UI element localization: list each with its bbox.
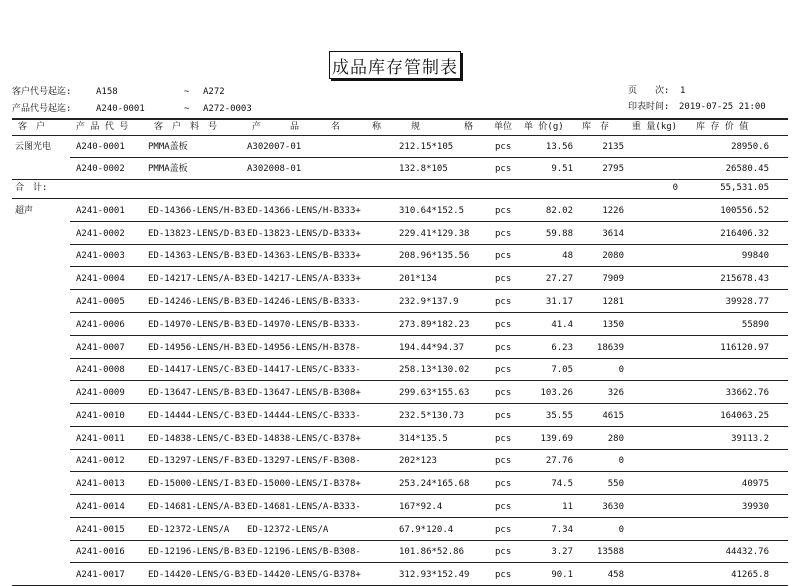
cell-stock: 550 xyxy=(607,479,624,489)
cell-code: A241-0016 xyxy=(76,547,125,557)
cell-price: 35.55 xyxy=(545,411,573,421)
cell-unit: pcs xyxy=(495,411,512,421)
cell-code: A241-0006 xyxy=(76,320,125,330)
col-product-name: 产 xyxy=(252,122,262,132)
cell-stock: 0 xyxy=(618,456,624,466)
col-unit-price: 单 价(g) xyxy=(524,122,564,132)
cell-value: 215678.43 xyxy=(720,274,769,284)
col-spec: 格 xyxy=(464,122,474,132)
row-divider xyxy=(70,157,788,158)
cell-unit: pcs xyxy=(495,502,512,512)
cell-value: 33662.76 xyxy=(725,388,769,398)
cell-unit: pcs xyxy=(495,320,512,330)
cell-value: 44432.76 xyxy=(725,547,769,557)
cell-spec: 312.93*152.49 xyxy=(399,570,470,580)
print-time-label: 印表时间: xyxy=(628,102,670,112)
cell-stock: 1350 xyxy=(602,320,624,330)
cell-part: ED-14838-LENS/C-B3 xyxy=(148,434,246,444)
cell-value: 116120.97 xyxy=(720,343,769,353)
cell-price: 13.56 xyxy=(545,142,573,152)
cell-value: 39928.77 xyxy=(725,297,769,307)
cell-price: 90.1 xyxy=(551,570,573,580)
cell-code: A241-0008 xyxy=(76,365,125,375)
row-divider xyxy=(70,358,788,359)
cell-unit: pcs xyxy=(495,434,512,444)
cell-price: 3.27 xyxy=(551,547,573,557)
col-unit: 单位 xyxy=(494,122,513,132)
cell-unit: pcs xyxy=(495,343,512,353)
cell-stock: 0 xyxy=(618,525,624,535)
col-product-name: 品 xyxy=(290,122,300,132)
cell-code: A241-0012 xyxy=(76,456,125,466)
cell-stock: 3630 xyxy=(602,502,624,512)
cell-name: ED-12196-LENS/B-B308- xyxy=(247,547,361,557)
cell-value: 55890 xyxy=(741,320,769,330)
cell-code: A241-0015 xyxy=(76,525,125,535)
cell-part: PMMA盖板 xyxy=(148,164,188,174)
cell-spec: 202*123 xyxy=(399,456,437,466)
product-range-to: A272-0003 xyxy=(203,104,252,114)
customer-range-from: A158 xyxy=(96,87,118,97)
row-divider xyxy=(70,403,788,404)
col-product-name: 称 xyxy=(372,122,382,132)
cell-unit: pcs xyxy=(495,251,512,261)
row-divider xyxy=(70,335,788,336)
cell-code: A241-0004 xyxy=(76,274,125,284)
row-divider xyxy=(70,449,788,450)
cell-name: ED-14246-LENS/B-B333- xyxy=(247,297,361,307)
cell-spec: 132.8*105 xyxy=(399,164,448,174)
cell-price: 74.5 xyxy=(551,479,573,489)
cell-spec: 194.44*94.37 xyxy=(399,343,465,353)
cell-stock: 3614 xyxy=(602,229,624,239)
cell-price: 31.17 xyxy=(545,297,573,307)
row-divider xyxy=(70,540,788,541)
cell-unit: pcs xyxy=(495,388,512,398)
cell-unit: pcs xyxy=(495,274,512,284)
cell-name: ED-14420-LENS/G-B378+ xyxy=(247,570,361,580)
cell-unit: pcs xyxy=(495,365,512,375)
col-customer: 客 户 xyxy=(18,122,46,132)
cell-stock: 4615 xyxy=(602,411,624,421)
print-time-value: 2019-07-25 21:00 xyxy=(679,102,766,112)
cell-code: A241-0017 xyxy=(76,570,125,580)
cell-name: ED-14956-LENS/H-B378- xyxy=(247,343,361,353)
page-label: 页 次: xyxy=(628,86,670,96)
cell-value: 28950.6 xyxy=(731,142,769,152)
product-range-label: 产品代号起迄: xyxy=(12,104,72,114)
cell-stock: 2795 xyxy=(602,164,624,174)
range-separator: ~ xyxy=(184,104,190,114)
cell-stock: 1281 xyxy=(602,297,624,307)
cell-spec: 253.24*165.68 xyxy=(399,479,470,489)
cell-price: 9.51 xyxy=(551,164,573,174)
cell-name: A302007-01 xyxy=(247,142,302,152)
cell-spec: 273.89*182.23 xyxy=(399,320,470,330)
col-stock-value: 库 存 价 值 xyxy=(696,122,749,132)
cell-spec: 310.64*152.5 xyxy=(399,206,465,216)
cell-unit: pcs xyxy=(495,456,512,466)
cell-name: ED-13297-LENS/F-B308- xyxy=(247,456,361,466)
cell-code: A241-0002 xyxy=(76,229,125,239)
col-spec: 规 xyxy=(411,122,421,132)
cell-name: ED-14217-LENS/A-B333+ xyxy=(247,274,361,284)
row-divider xyxy=(70,426,788,427)
cell-price: 6.23 xyxy=(551,343,573,353)
cell-code: A241-0011 xyxy=(76,434,125,444)
cell-part: ED-14681-LENS/A-B3 xyxy=(148,502,246,512)
cell-unit: pcs xyxy=(495,142,512,152)
customer-range-to: A272 xyxy=(203,87,225,97)
range-separator: ~ xyxy=(184,87,190,97)
row-divider xyxy=(70,244,788,245)
cell-name: ED-13647-LENS/B-B308+ xyxy=(247,388,361,398)
cell-name: A302008-01 xyxy=(247,164,302,174)
cell-price: 103.26 xyxy=(540,388,573,398)
cell-price: 139.69 xyxy=(540,434,573,444)
cell-part: ED-14366-LENS/H-B3 xyxy=(148,206,246,216)
cell-price: 11 xyxy=(562,502,573,512)
cell-code: A241-0001 xyxy=(76,206,125,216)
row-divider xyxy=(70,266,788,267)
subtotal-label: 合 计: xyxy=(15,183,48,193)
cell-name: ED-15000-LENS/I-B378+ xyxy=(247,479,361,489)
cell-spec: 299.63*155.63 xyxy=(399,388,470,398)
cell-price: 48 xyxy=(562,251,573,261)
row-divider xyxy=(70,221,788,222)
cell-spec: 167*92.4 xyxy=(399,502,443,512)
cell-spec: 212.15*105 xyxy=(399,142,454,152)
cell-name: ED-14681-LENS/A-B333- xyxy=(247,502,361,512)
cell-spec: 258.13*130.02 xyxy=(399,365,470,375)
cell-value: 100556.52 xyxy=(720,206,769,216)
cell-part: PMMA盖板 xyxy=(148,142,188,152)
cell-unit: pcs xyxy=(495,206,512,216)
cell-part: ED-13297-LENS/F-B3 xyxy=(148,456,246,466)
cell-value: 39930 xyxy=(741,502,769,512)
cell-price: 82.02 xyxy=(545,206,573,216)
cell-part: ED-14420-LENS/G-B3 xyxy=(148,570,246,580)
subtotal-value: 55,531.05 xyxy=(720,183,769,193)
cell-code: A241-0014 xyxy=(76,502,125,512)
col-product-code: 产 品 代 号 xyxy=(76,122,129,132)
cell-name: ED-14838-LENS/C-B378+ xyxy=(247,434,361,444)
cell-price: 59.88 xyxy=(545,229,573,239)
cell-value: 40975 xyxy=(741,479,769,489)
cell-name: ED-14970-LENS/B-B333- xyxy=(247,320,361,330)
cell-code: A241-0010 xyxy=(76,411,125,421)
cell-customer: 云图光电 xyxy=(15,142,52,152)
cell-code: A241-0007 xyxy=(76,343,125,353)
cell-stock: 280 xyxy=(607,434,624,444)
cell-spec: 101.86*52.86 xyxy=(399,547,465,557)
cell-code: A240-0002 xyxy=(76,164,125,174)
row-divider xyxy=(12,198,788,199)
cell-value: 99840 xyxy=(741,251,769,261)
header-top-rule xyxy=(12,118,788,120)
cell-code: A241-0003 xyxy=(76,251,125,261)
cell-stock: 2135 xyxy=(602,142,624,152)
cell-part: ED-14417-LENS/C-B3 xyxy=(148,365,246,375)
subtotal-weight: 0 xyxy=(672,183,678,193)
cell-unit: pcs xyxy=(495,297,512,307)
cell-part: ED-14444-LENS/C-B3 xyxy=(148,411,246,421)
cell-name: ED-14444-LENS/C-B333- xyxy=(247,411,361,421)
col-stock: 库 存 xyxy=(582,122,610,132)
cell-code: A241-0009 xyxy=(76,388,125,398)
cell-stock: 2080 xyxy=(602,251,624,261)
cell-stock: 326 xyxy=(607,388,624,398)
row-divider xyxy=(70,562,788,563)
cell-code: A241-0005 xyxy=(76,297,125,307)
cell-price: 7.05 xyxy=(551,365,573,375)
customer-range-label: 客户代号起迄: xyxy=(12,87,72,97)
cell-stock: 458 xyxy=(607,570,624,580)
cell-part: ED-14363-LENS/B-B3 xyxy=(148,251,246,261)
cell-unit: pcs xyxy=(495,229,512,239)
cell-price: 7.34 xyxy=(551,525,573,535)
cell-spec: 314*135.5 xyxy=(399,434,448,444)
row-divider xyxy=(70,494,788,495)
report-title: 成品库存管制表 xyxy=(329,51,461,79)
cell-stock: 0 xyxy=(618,365,624,375)
cell-part: ED-14217-LENS/A-B3 xyxy=(148,274,246,284)
cell-part: ED-14970-LENS/B-B3 xyxy=(148,320,246,330)
cell-unit: pcs xyxy=(495,479,512,489)
row-divider xyxy=(12,179,788,180)
cell-code: A241-0013 xyxy=(76,479,125,489)
cell-part: ED-12196-LENS/B-B3 xyxy=(148,547,246,557)
cell-unit: pcs xyxy=(495,164,512,174)
cell-part: ED-14246-LENS/B-B3 xyxy=(148,297,246,307)
cell-value: 164063.25 xyxy=(720,411,769,421)
header-bottom-rule xyxy=(12,135,788,136)
cell-part: ED-14956-LENS/H-B3 xyxy=(148,343,246,353)
cell-part: ED-13823-LENS/D-B3 xyxy=(148,229,246,239)
col-weight: 重 量(kg) xyxy=(632,122,678,132)
row-divider xyxy=(70,380,788,381)
col-customer-part-no: 客 户 料 号 xyxy=(154,122,218,132)
cell-name: ED-13823-LENS/D-B333+ xyxy=(247,229,361,239)
cell-spec: 201*134 xyxy=(399,274,437,284)
cell-part: ED-12372-LENS/A xyxy=(148,525,230,535)
cell-name: ED-14363-LENS/B-B333+ xyxy=(247,251,361,261)
cell-spec: 232.5*130.73 xyxy=(399,411,465,421)
cell-price: 27.76 xyxy=(545,456,573,466)
cell-unit: pcs xyxy=(495,570,512,580)
cell-price: 41.4 xyxy=(551,320,573,330)
cell-name: ED-12372-LENS/A xyxy=(247,525,329,535)
cell-spec: 232.9*137.9 xyxy=(399,297,459,307)
cell-part: ED-13647-LENS/B-B3 xyxy=(148,388,246,398)
cell-customer: 超声 xyxy=(15,206,34,216)
cell-stock: 13588 xyxy=(596,547,624,557)
cell-name: ED-14366-LENS/H-B333+ xyxy=(247,206,361,216)
page-number: 1 xyxy=(680,86,686,96)
product-range-from: A240-0001 xyxy=(96,104,145,114)
col-product-name: 名 xyxy=(331,122,341,132)
cell-stock: 7909 xyxy=(602,274,624,284)
row-divider xyxy=(70,289,788,290)
cell-part: ED-15000-LENS/I-B3 xyxy=(148,479,246,489)
row-divider xyxy=(70,517,788,518)
cell-price: 27.27 xyxy=(545,274,573,284)
cell-spec: 208.96*135.56 xyxy=(399,251,470,261)
cell-spec: 229.41*129.38 xyxy=(399,229,470,239)
cell-name: ED-14417-LENS/C-B333- xyxy=(247,365,361,375)
cell-value: 41265.8 xyxy=(731,570,769,580)
cell-stock: 18639 xyxy=(596,343,624,353)
row-divider xyxy=(70,312,788,313)
cell-unit: pcs xyxy=(495,547,512,557)
cell-value: 39113.2 xyxy=(731,434,769,444)
cell-unit: pcs xyxy=(495,525,512,535)
cell-code: A240-0001 xyxy=(76,142,125,152)
row-divider xyxy=(70,471,788,472)
cell-value: 26580.45 xyxy=(725,164,769,174)
cell-value: 216406.32 xyxy=(720,229,769,239)
cell-spec: 67.9*120.4 xyxy=(399,525,454,535)
cell-stock: 1226 xyxy=(602,206,624,216)
